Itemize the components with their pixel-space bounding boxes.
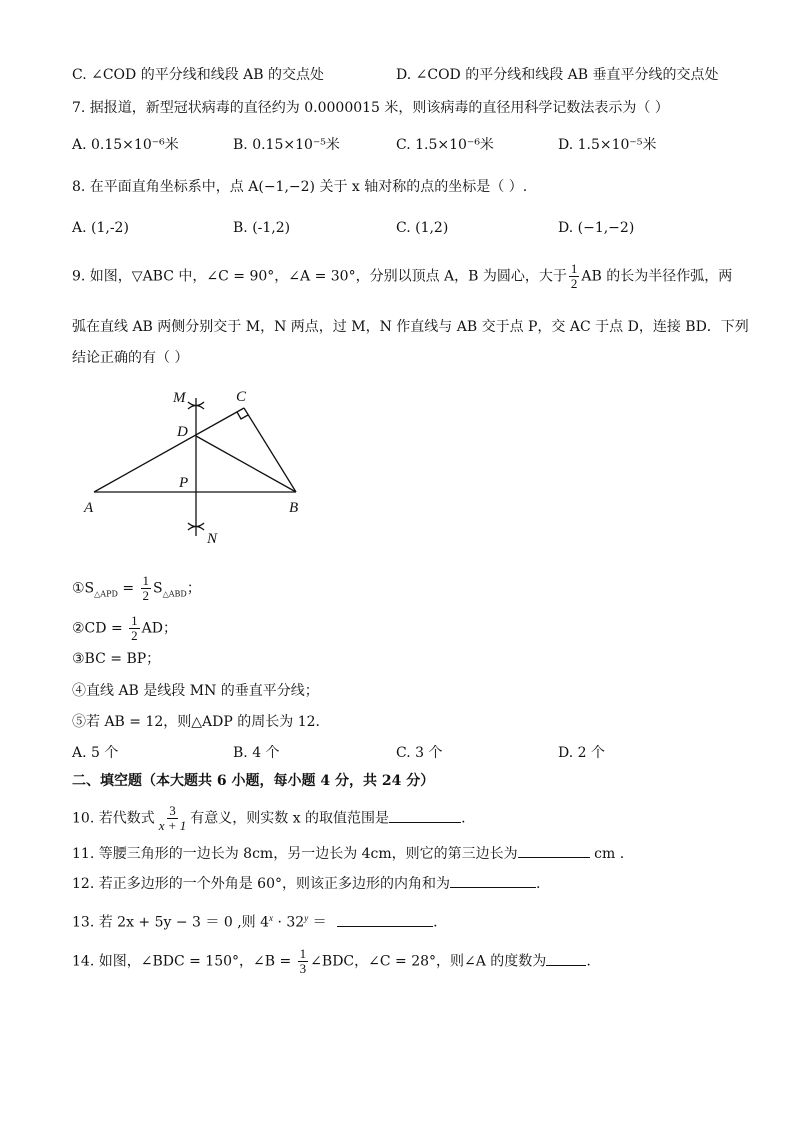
q12-end: . [535,876,541,892]
q14-num: 1 [299,946,307,961]
q9-conclusion-4: ④直线 AB 是线段 MN 的垂直平分线； [72,683,319,699]
right-angle-mark [237,412,248,419]
label-c: C [236,389,247,405]
q9-conclusion-5: ⑤若 AB = 12，则△ADP 的周长为 12． [72,714,330,730]
c1-sub1: △APD [94,589,118,599]
label-a: A [84,500,94,516]
segment-bd [196,436,296,492]
q9-option-d: D. 2 个 [558,745,605,761]
q13-sup2: y [304,913,309,923]
q10-fraction [157,804,189,833]
q13-b: ＝ [308,914,332,931]
q13-mid: · 32 [273,914,305,931]
q11-a: 11. 等腰三角形的一边长为 8cm，另一边长为 4cm，则它的第三边长为 [72,846,518,862]
q14 [72,947,591,976]
c1-eq: = [117,580,139,597]
q13-end: . [433,914,438,931]
label-p: P [179,475,189,491]
label-b: B [289,500,299,516]
label-n: N [207,531,218,547]
q7-option-d: D. 1.5×10⁻⁵米 [558,137,657,153]
q12-answer-blank[interactable] [450,873,536,888]
q10-end: . [461,810,466,827]
q9-conclusion-2 [72,614,177,643]
c2-fraction [129,614,140,643]
q8-option-b: B. (-1,2) [233,220,291,236]
q13 [72,909,438,932]
q9-stem-part-a: 9. 如图，▽ABC 中，∠C = 90°，∠A = 30°，分别以顶点 A，B 为圆心，大于 [72,268,567,285]
q7-option-c: C. 1.5×10⁻⁶米 [396,137,494,153]
q14-fraction [298,947,309,976]
q9-option-a: A. 5 个 [72,745,119,761]
c1-fraction [141,574,152,603]
q9-stem-line1 [72,262,732,291]
c1-s1: ①S [72,580,95,597]
c2-den: 2 [131,628,138,643]
q8-option-a: A. (1,-2) [72,220,129,236]
c1-sub2: △ABD [162,589,187,599]
c2-b: AD； [141,620,177,637]
c1-den: 2 [142,588,150,603]
section-2-heading: 二、填空题（本大题共 6 小题，每小题 4 分，共 24 分） [72,773,435,789]
q7-stem: 7. 据报道，新型冠状病毒的直径约为 0.0000015 米，则该病毒的直径用科学记数法表示为（ ） [72,100,669,116]
q10-answer-blank[interactable] [389,808,461,823]
q14-b: ∠BDC，∠C = 28°，则∠A 的度数为 [310,953,547,970]
q9-option-c: C. 3 个 [396,745,443,761]
q12-a: 12. 若正多边形的一个外角是 60°，则该正多边形的内角和为 [72,876,450,892]
q11 [72,843,624,863]
q10-den: x + 1 [158,818,187,833]
q14-end: . [586,953,591,970]
q13-answer-blank[interactable] [337,912,433,927]
q13-sup1: x [269,913,274,923]
segment-bc [244,408,296,492]
q10-b: 有意义，则实数 x 的取值范围是 [190,810,390,827]
q9-half-fraction [569,262,580,291]
q11-end: cm . [589,846,625,862]
q7-option-b: B. 0.15×10⁻⁵米 [233,137,340,153]
q9-stem-line2: 弧在直线 AB 两侧分别交于 M，N 两点，过 M，N 作直线与 AB 交于点 P，交 AC 于点 D，连接 BD．下列 [72,319,749,335]
q12 [72,873,540,893]
c2-num: 1 [131,613,138,628]
q9-triangle-figure [80,382,320,552]
q13-a: 13. 若 2x + 5y − 3 ＝ 0 ,则 4 [72,914,270,931]
q10-a: 10. 若代数式 [72,810,155,827]
c1-s2: S [153,580,163,597]
q9-conclusion-1 [72,574,201,603]
c1-num: 1 [142,573,150,588]
label-d: D [177,424,188,440]
c1-end: ； [186,580,201,597]
q9-stem-line3: 结论正确的有（ ） [72,350,189,366]
q9-option-b: B. 4 个 [233,745,280,761]
q10-num: 3 [169,803,176,818]
q8-option-c: C. (1,2) [396,220,449,236]
q8-option-d: D. (−1,−2) [558,220,635,236]
q7-option-a: A. 0.15×10⁻⁶米 [72,137,179,153]
q14-answer-blank[interactable] [546,951,586,966]
q9-stem-part-b: AB 的长为半径作弧，两 [581,268,733,285]
q9-frac-num: 1 [570,261,578,276]
q14-a: 14. 如图，∠BDC = 150°，∠B = [72,953,296,970]
q8-stem: 8. 在平面直角坐标系中，点 A(−1,−2) 关于 x 轴对称的点的坐标是（ ）. [72,179,528,195]
q10 [72,804,466,833]
q14-den: 3 [299,961,307,976]
q6-option-d: D. ∠COD 的平分线和线段 AB 垂直平分线的交点处 [396,67,719,83]
q6-option-c: C. ∠COD 的平分线和线段 AB 的交点处 [72,67,325,83]
c2-a: ②CD = [72,620,128,637]
q11-answer-blank[interactable] [518,843,590,858]
q9-frac-den: 2 [570,276,578,291]
q9-conclusion-3: ③BC = BP； [72,651,161,667]
label-m: M [173,390,186,406]
